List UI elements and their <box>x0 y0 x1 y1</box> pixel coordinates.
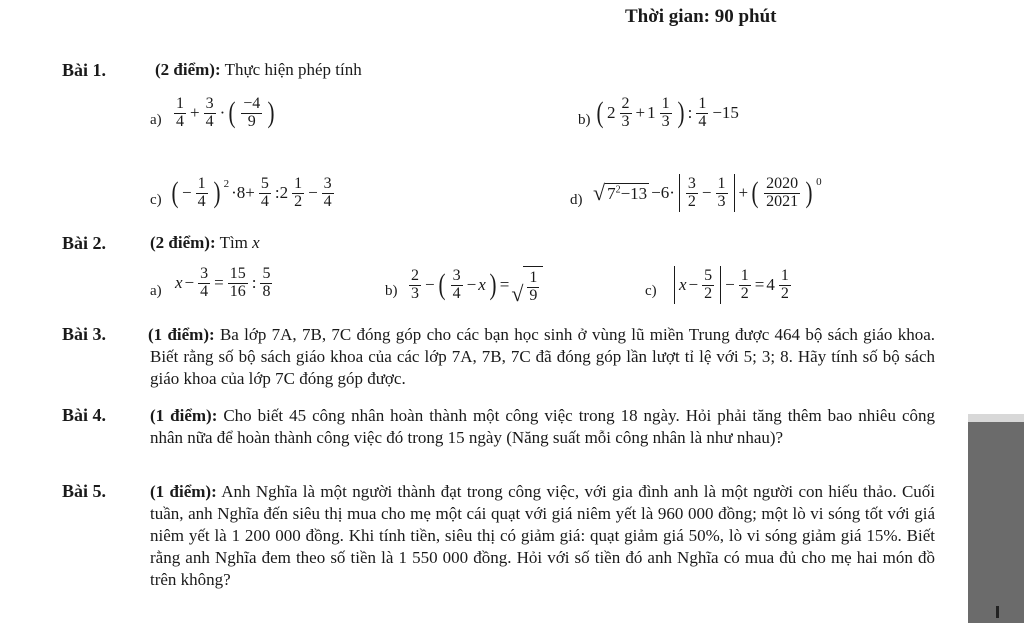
bai2-number: Bài 2. <box>62 233 107 253</box>
fraction: $\frac{15}{16}$ <box>229 265 246 300</box>
fraction: $\frac{1}{2}$ <box>740 266 749 302</box>
bai1-d-label: d) <box>570 192 583 208</box>
fraction: $\frac{3}{4}$ <box>205 95 214 130</box>
edge-mark <box>996 606 999 618</box>
bai1-points: (2 điểm): <box>155 60 221 79</box>
bai1-c-label: c) <box>150 192 162 208</box>
fraction: $\frac{-4}{9}$ <box>243 95 261 130</box>
bai2-variable: x <box>252 233 260 252</box>
bai5-number: Bài 5. <box>62 481 107 501</box>
bai2-c-expression: x − $\frac{5}{2}$ − $\frac{1}{2}$ = 4 $\frac{1}{2}$ <box>672 266 793 304</box>
bai1-a-label: a) <box>150 112 162 128</box>
bai3-paragraph <box>150 324 935 390</box>
fraction: $\frac{3}{4}$ <box>452 267 461 302</box>
bai2-a-expression: x − $\frac{3}{4}$ = $\frac{15}{16}$ : $\frac{5}{8}$ <box>175 265 271 300</box>
fraction: $\frac{2020}{2021}$ <box>766 174 799 210</box>
bai1-title: Thực hiện phép tính <box>224 60 362 79</box>
fraction: $\frac{1}{4}$ <box>176 95 184 130</box>
fraction: $\frac{2}{3}$ <box>411 267 419 302</box>
bai2-b-label: b) <box>385 283 398 299</box>
square-root: √ $\frac{1}{9}$ <box>511 266 543 305</box>
bai1-b-label: b) <box>578 112 591 128</box>
bai2-heading <box>150 233 260 253</box>
square-root: √ $7^2-13$ <box>593 180 648 205</box>
page-edge-shadow <box>968 414 1024 422</box>
fraction: $\frac{3}{4}$ <box>200 265 209 300</box>
fraction: $\frac{1}{2}$ <box>780 266 789 302</box>
bai4-text: Cho biết 45 công nhân hoàn thành một công việc trong 18 ngày. Hỏi phải tăng thêm bao nhiêu công nhân nữa để hoàn thành công việc đó trong 15 ngày (Năng suất mỗi công nhân là như nhau)? <box>150 406 935 447</box>
bai2-points: (2 điểm): <box>150 233 216 252</box>
bai5-points: (1 điểm): <box>150 482 217 501</box>
page-edge-shadow-dark <box>968 422 1024 623</box>
bai3-number: Bài 3. <box>62 324 107 344</box>
fraction: $\frac{1}{4}$ <box>698 95 707 130</box>
fraction: $\frac{5}{8}$ <box>262 265 271 300</box>
fraction: $\frac{1}{3}$ <box>661 95 670 130</box>
bai4-paragraph <box>150 405 935 449</box>
fraction: $\frac{1}{2}$ <box>294 175 303 210</box>
fraction: $\frac{5}{4}$ <box>260 175 269 210</box>
fraction: $\frac{1}{4}$ <box>197 175 206 210</box>
fraction: $\frac{2}{3}$ <box>621 95 630 130</box>
bai1-a-expression: $\frac{1}{4}$ + $\frac{3}{4}$ · ( $\frac{-4}{9}$ ) <box>176 95 275 130</box>
fraction: $\frac{3}{4}$ <box>323 175 332 210</box>
bai1-c-expression: ( − $\frac{1}{4}$ ) 2 ·8+ $\frac{5}{4}$ :2 $\frac{1}{2}$ − $\frac{3}{4}$ <box>171 175 332 210</box>
bai2-c-label: c) <box>645 283 657 299</box>
bai5-text: Anh Nghĩa là một người thành đạt trong công việc, với gia đình anh là một người con hiếu thảo. Cuối tuần, anh Nghĩa đến siêu thị mua cho mẹ một cái quạt với giá niêm yết là 960 000 đồng; một lò vi sóng tốt với giá niêm yết là 1 200 000 đồng. Khi tính tiền, siêu thị có giảm giá: quạt giảm giá 50%, lò vi sóng giảm giá 15%. Biết rằng anh Nghĩa đem theo số tiền là 1 550 000 đồng. Hỏi với số tiền đó anh Nghĩa có mua đủ cho mẹ hai món đồ trên không? <box>150 482 936 589</box>
bai4-points: (1 điểm): <box>150 406 218 425</box>
fraction: $\frac{5}{2}$ <box>704 266 713 302</box>
bai4-number: Bài 4. <box>62 405 107 425</box>
fraction: $\frac{1}{3}$ <box>717 174 726 210</box>
bai2-title: Tìm <box>219 233 248 252</box>
bai2-a-label: a) <box>150 283 162 299</box>
bai5-paragraph <box>150 481 935 591</box>
bai1-heading <box>155 60 362 80</box>
bai3-points: (1 điểm): <box>148 325 215 344</box>
exam-time: Thời gian: 90 phút <box>625 6 777 27</box>
bai1-number: Bài 1. <box>62 60 107 80</box>
bai2-b-expression: $\frac{2}{3}$ − ( $\frac{3}{4}$ − x ) = √ $\frac{1}{9}$ <box>407 266 543 305</box>
fraction: $\frac{3}{2}$ <box>687 174 696 210</box>
bai1-b-expression: ( 2 $\frac{2}{3}$ + 1 $\frac{1}{3}$ ) : $\frac{1}{4}$ −15 <box>596 95 739 130</box>
bai1-d-expression: √ $7^2-13$ −6· $\frac{3}{2}$ − $\frac{1}{3}$ + ( $\frac{2020}{2021}$ ) 0 <box>593 174 822 212</box>
bai3-text: Ba lớp 7A, 7B, 7C đóng góp cho các bạn học sinh ở vùng lũ miền Trung được 464 bộ sách giáo khoa. Biết rằng số bộ sách giáo khoa của các lớp 7A, 7B, 7C đã đóng góp lần lượt tỉ lệ với 5; 3; 8. Hãy tính số bộ sách giáo khoa của lớp 7C đóng góp được. <box>150 325 935 388</box>
